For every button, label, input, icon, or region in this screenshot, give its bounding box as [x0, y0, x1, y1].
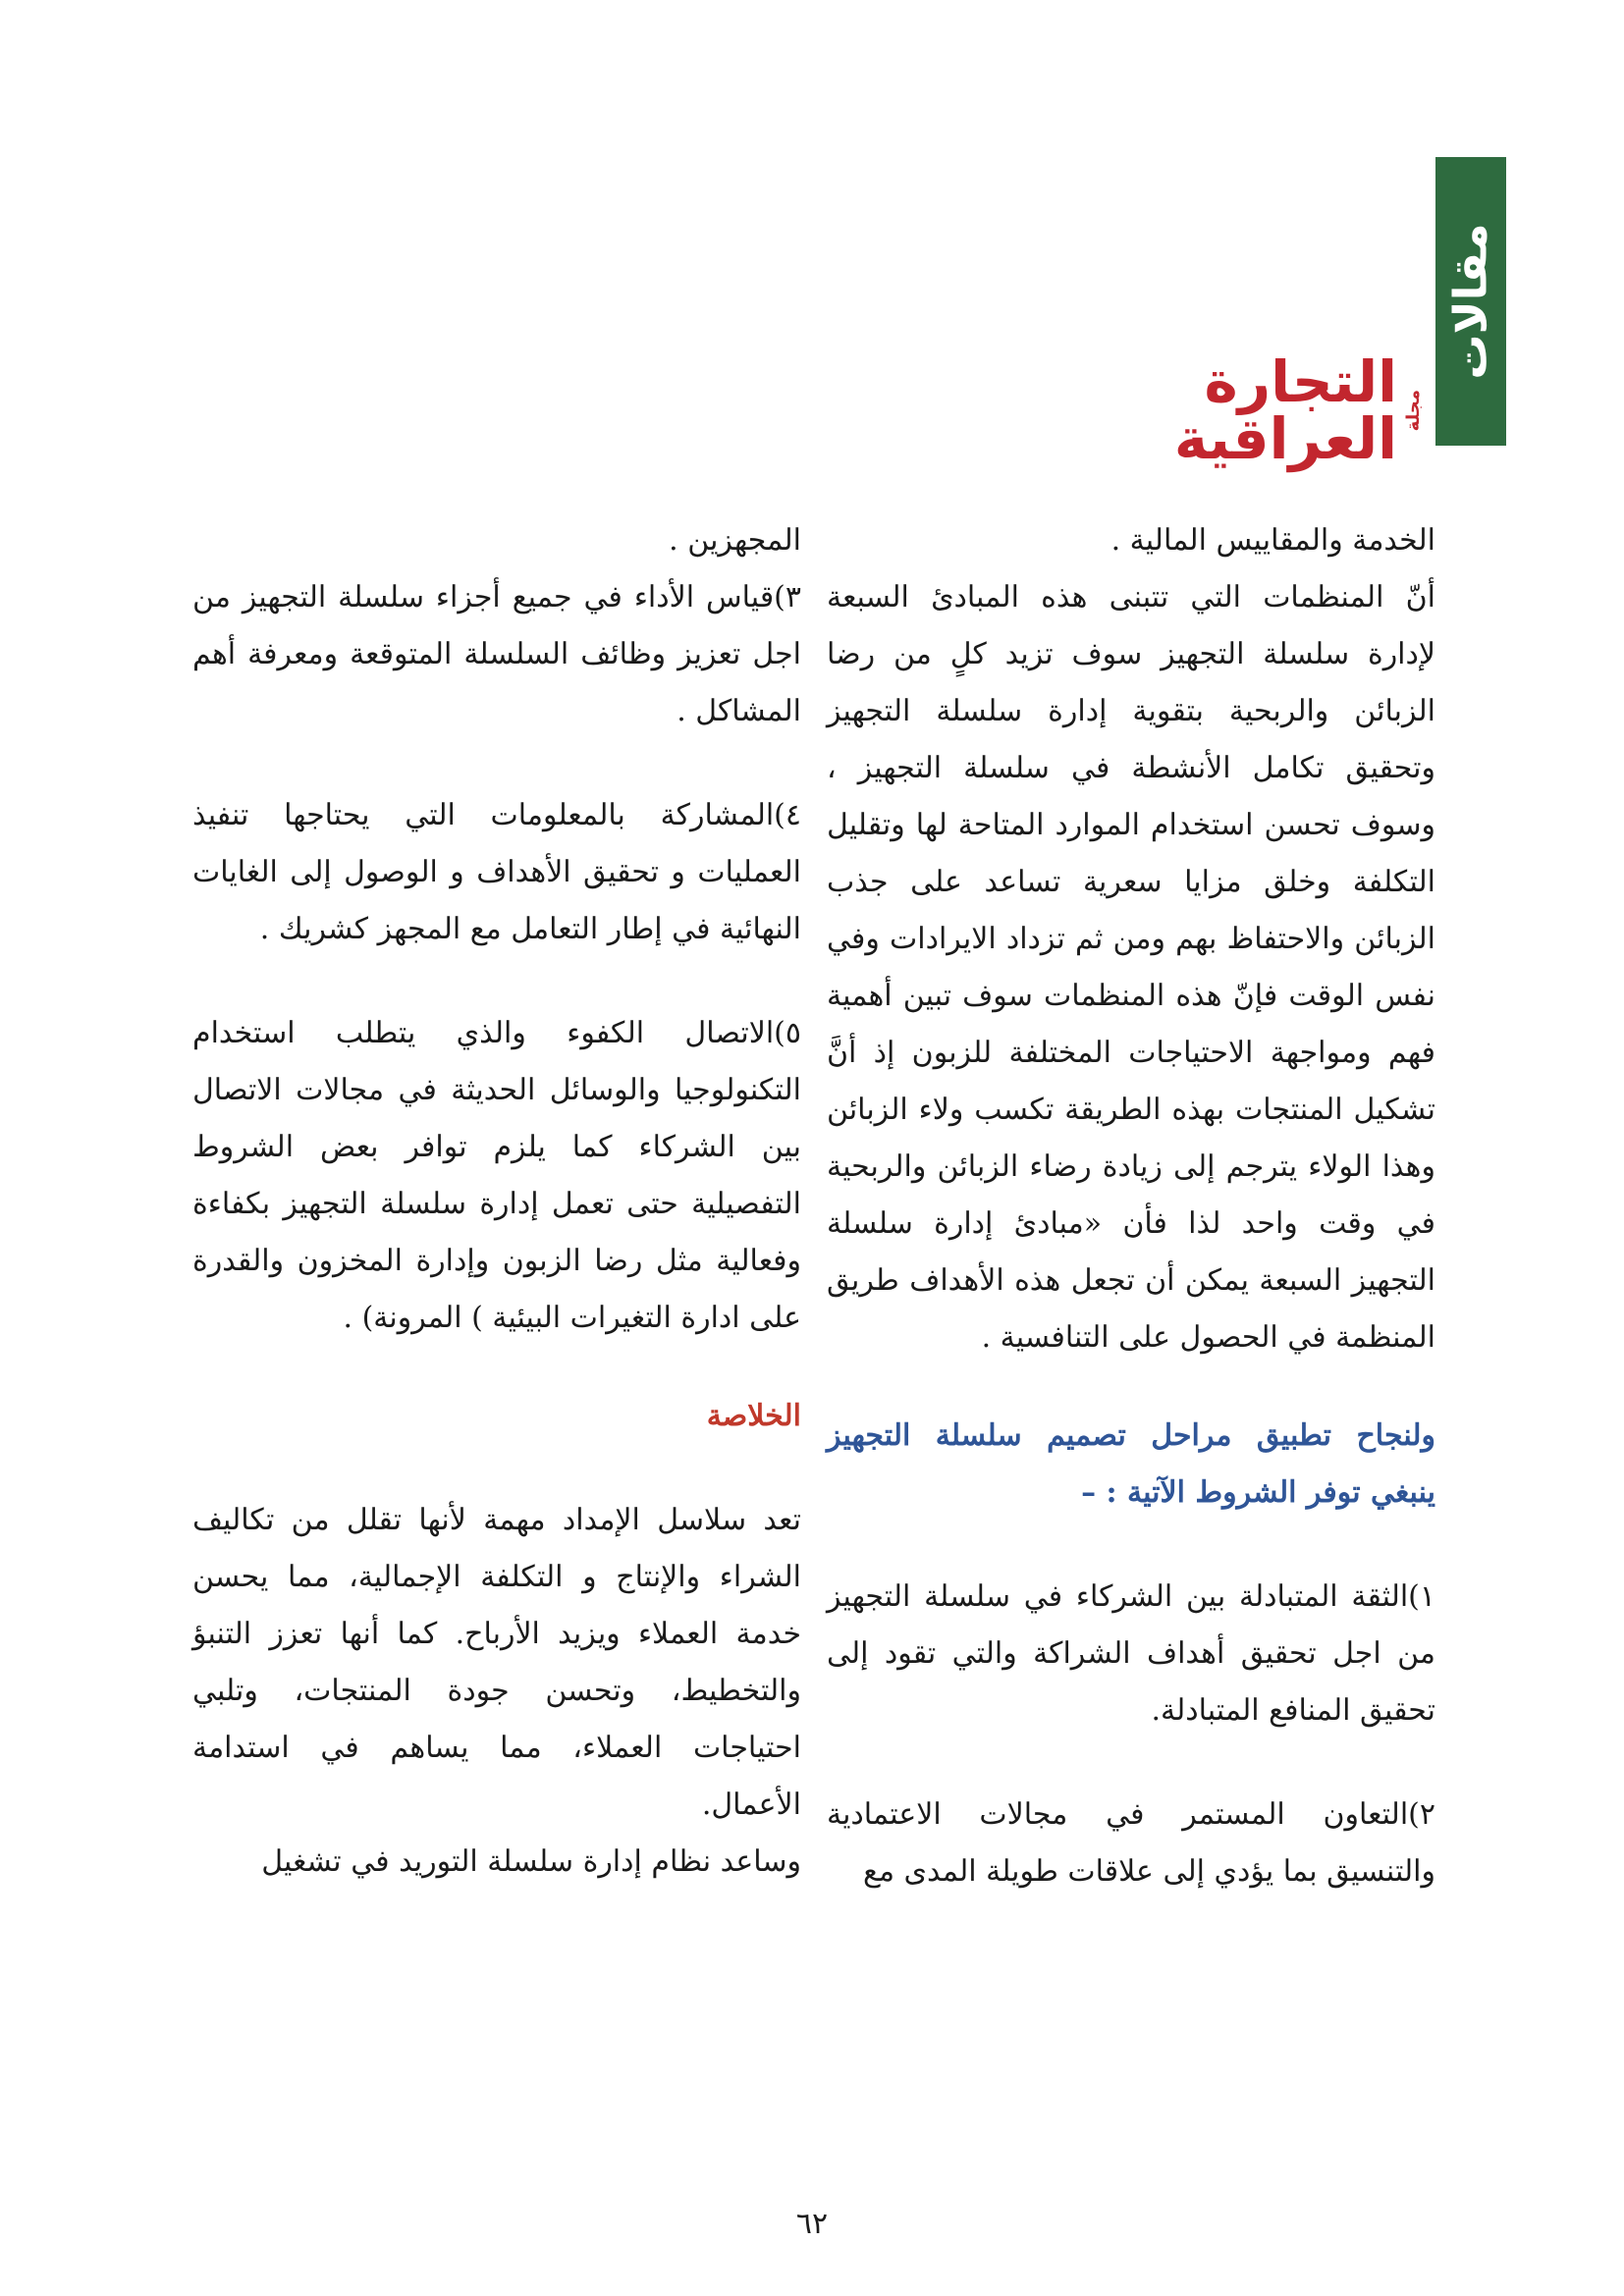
page-number: ٦٢: [795, 2207, 829, 2241]
list-item: ٣)قياس الأداء في جميع أجزاء سلسلة التجهيز من اجل تعزيز وظائف السلسلة المتوقعة ومعرفة أهم المشاكل .: [192, 580, 801, 728]
spacer: [192, 1445, 801, 1492]
paragraph: الخدمة والمقاييس المالية .: [1110, 523, 1435, 558]
logo-main-text: التجارة العراقية: [1173, 348, 1397, 472]
left-column: [192, 512, 801, 1891]
spacer: [192, 958, 801, 1005]
paragraph: وساعد نظام إدارة سلسلة التوريد في تشغيل: [261, 1844, 801, 1879]
section-tab-label: مقالات: [1444, 223, 1497, 380]
spacer: [827, 1739, 1435, 1787]
paragraph: تعد سلاسل الإمداد مهمة لأنها تقلل من تكاليف الشراء والإنتاج و التكلفة الإجمالية، مما يحسن خدمة العملاء ويزيد الأرباح. كما أنها تعزز التنبؤ والتخطيط، وتحسن جودة المنتجات، وتلبي احتياجات العملاء، مما يساهم في استدامة الأعمال.: [192, 1503, 801, 1822]
paragraph: المجهزين .: [669, 523, 801, 558]
section-tab: [1435, 157, 1506, 446]
list-item: ١)الثقة المتبادلة بين الشركاء في سلسلة التجهيز من اجل تحقيق أهداف الشراكة والتي تقود إلى تحقيق المنافع المتبادلة.: [827, 1579, 1435, 1728]
list-item: ٢)التعاون المستمر في مجالات الاعتمادية والتنسيق بما يؤدي إلى علاقات طويلة المدى مع: [827, 1797, 1435, 1889]
logo-small-text: مجلة: [1403, 389, 1424, 432]
spacer: [192, 740, 801, 787]
list-item: ٥)الاتصال الكفوء والذي يتطلب استخدام التكنولوجيا والوسائل الحديثة في مجالات الاتصال بين الشركاء كما يلزم توافر بعض الشروط التفصيلية حتى تعمل إدارة سلسلة التجهيز بكفاءة وفعالية مثل رضا الزبون وإدارة المخزون والقدرة على ادارة التغيرات البيئية ) المرونة) .: [192, 1016, 801, 1335]
spacer: [827, 1522, 1435, 1569]
spacer: [827, 1366, 1435, 1408]
spacer: [192, 1347, 801, 1388]
section-heading: ولنجاح تطبيق مراحل تصميم سلسلة التجهيز ينبغي توفر الشروط الآتية : –: [827, 1418, 1435, 1510]
right-column: [827, 512, 1435, 1900]
list-item: ٤)المشاركة بالمعلومات التي يحتاجها تنفيذ العمليات و تحقيق الأهداف و الوصول إلى الغايات النهائية في إطار التعامل مع المجهز كشريك .: [192, 798, 801, 946]
magazine-logo: [1100, 348, 1424, 472]
section-heading: الخلاصة: [706, 1399, 801, 1433]
paragraph: أنّ المنظمات التي تتبنى هذه المبادئ السبعة لإدارة سلسلة التجهيز سوف تزيد كلٍ من رضا الزبائن والربحية بتقوية إدارة سلسلة التجهيز وتحقيق تكامل الأنشطة في سلسلة التجهيز ، وسوف تحسن استخدام الموارد المتاحة لها وتقليل التكلفة وخلق مزايا سعرية تساعد على جذب الزبائن والاحتفاظ بهم ومن ثم تزداد الايرادات وفي نفس الوقت فإنّ هذه المنظمات سوف تبين أهمية فهم ومواجهة الاحتياجات المختلفة للزبون إذ أنَّ تشكيل المنتجات بهذه الطريقة تكسب ولاء الزبائن وهذا الولاء يترجم إلى زيادة رضاء الزبائن والربحية في وقت واحد لذا فأن «مبادئ إدارة سلسلة التجهيز السبعة يمكن أن تجعل هذه الأهداف طريق المنظمة في الحصول على التنافسية .: [827, 580, 1435, 1355]
